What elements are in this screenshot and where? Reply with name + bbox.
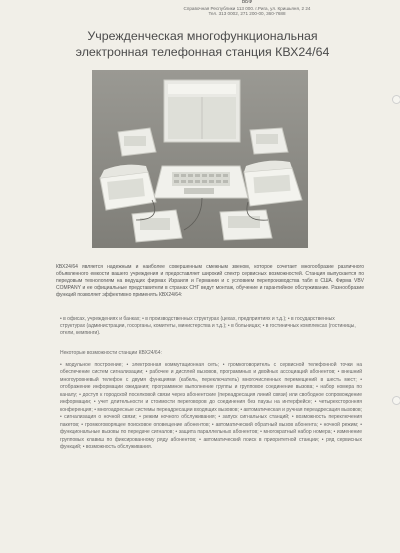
intro-paragraph: КВХ24/64 является надежным и наиболее совершенным смежным звеном, которое сочетает многообразие различного объявленного емкости вашего учреждения и предоставляет широкий спектр сервисных возможностей. Станция выпускается по передовым технологиям на ведущих фирмах Израиля и Германии и с условием перепроизводства табл в США. Фирма VBV COMPANY и ее официальные представители в странах СНГ ведут монтаж, обучение и гарантийное обслуживание. Разнообразие функций позволяет эффективно применять КВХ24/64: <box>56 264 364 298</box>
product-photo <box>92 70 308 248</box>
features-list: • модульное построение; • электронная коммутационная сеть; • громкоговоритель с сервисной телефонной точки на обеспечение систем сигнализации; • рабочее и дисплей вызовов, программных и двойных ассоциаций абонентов; • внешний многоуровневый телефон с двумя функциями (кабель, переключатель) многочисленных перемещений в шесть мест; • отображение информации ожидания; программное выполнение группы и групповое соединение вызова; • набор номера по каналу; • доступ к городской поселковой связи через абонентские (переадресация линий связи) или свободное сопровождение информации; • учет длительности и стоимости переговоров до соединения без паузы на интерфейсе; • четырехсторонняя конференция; • многоадресные системы переадресации входящих вызовов; • автоматическая и ручная переадресация вызовов; • сигнализация о ночной связи; • режим ночного обслуживания; • запуск сигнальных станций; • возможность переключения пакетов; • громкоговорящее поисковое оповещение абонентов; • автоматический обратный вызов абонента; • ночной режим; • функциональные вызовы по передаче сигналов; • защита параллельных абонентов; • многократный набор номера; • изменение групповых клавиш по фиксированному ряду абонентов; • автоматический поиск в приоритетной станции; • ряд сервисных функций; • возможность обслуживания. <box>60 362 362 450</box>
operator-console <box>154 166 248 198</box>
header-brand: ВБФ <box>241 0 253 5</box>
title-line-2: электронная телефонная станция КВХ24/64 <box>75 45 330 59</box>
title-line-1: Учрежденческая многофункциональная <box>87 29 318 43</box>
telephone-station-illustration <box>92 70 308 248</box>
document-title <box>40 28 365 60</box>
binder-hole-top <box>392 95 400 104</box>
switch-cabinet <box>164 80 240 142</box>
left-desk-phone <box>100 165 156 210</box>
company-header <box>172 0 322 20</box>
application-list: • в офисах, учреждениях и банках; • в производственных структурах (цехах, предприятиях и т.д.); • в государственных структурах (администрации, госорганы, комитеты, министерства и т.д.); • в больницах; • в гостиничных комплексах (гостиницы, отели, кемпинги). <box>60 316 356 336</box>
header-address: Справочная Республики 113 000. г.Рига, ул. Кришьяня, 2 24 <box>183 5 311 11</box>
header-phones: Тел. 313 0002, 271 200-00, 360-7688 <box>208 11 286 16</box>
binder-hole-bottom <box>392 396 400 405</box>
features-heading: Некоторые возможности станции КВХ24/64: <box>60 350 162 356</box>
